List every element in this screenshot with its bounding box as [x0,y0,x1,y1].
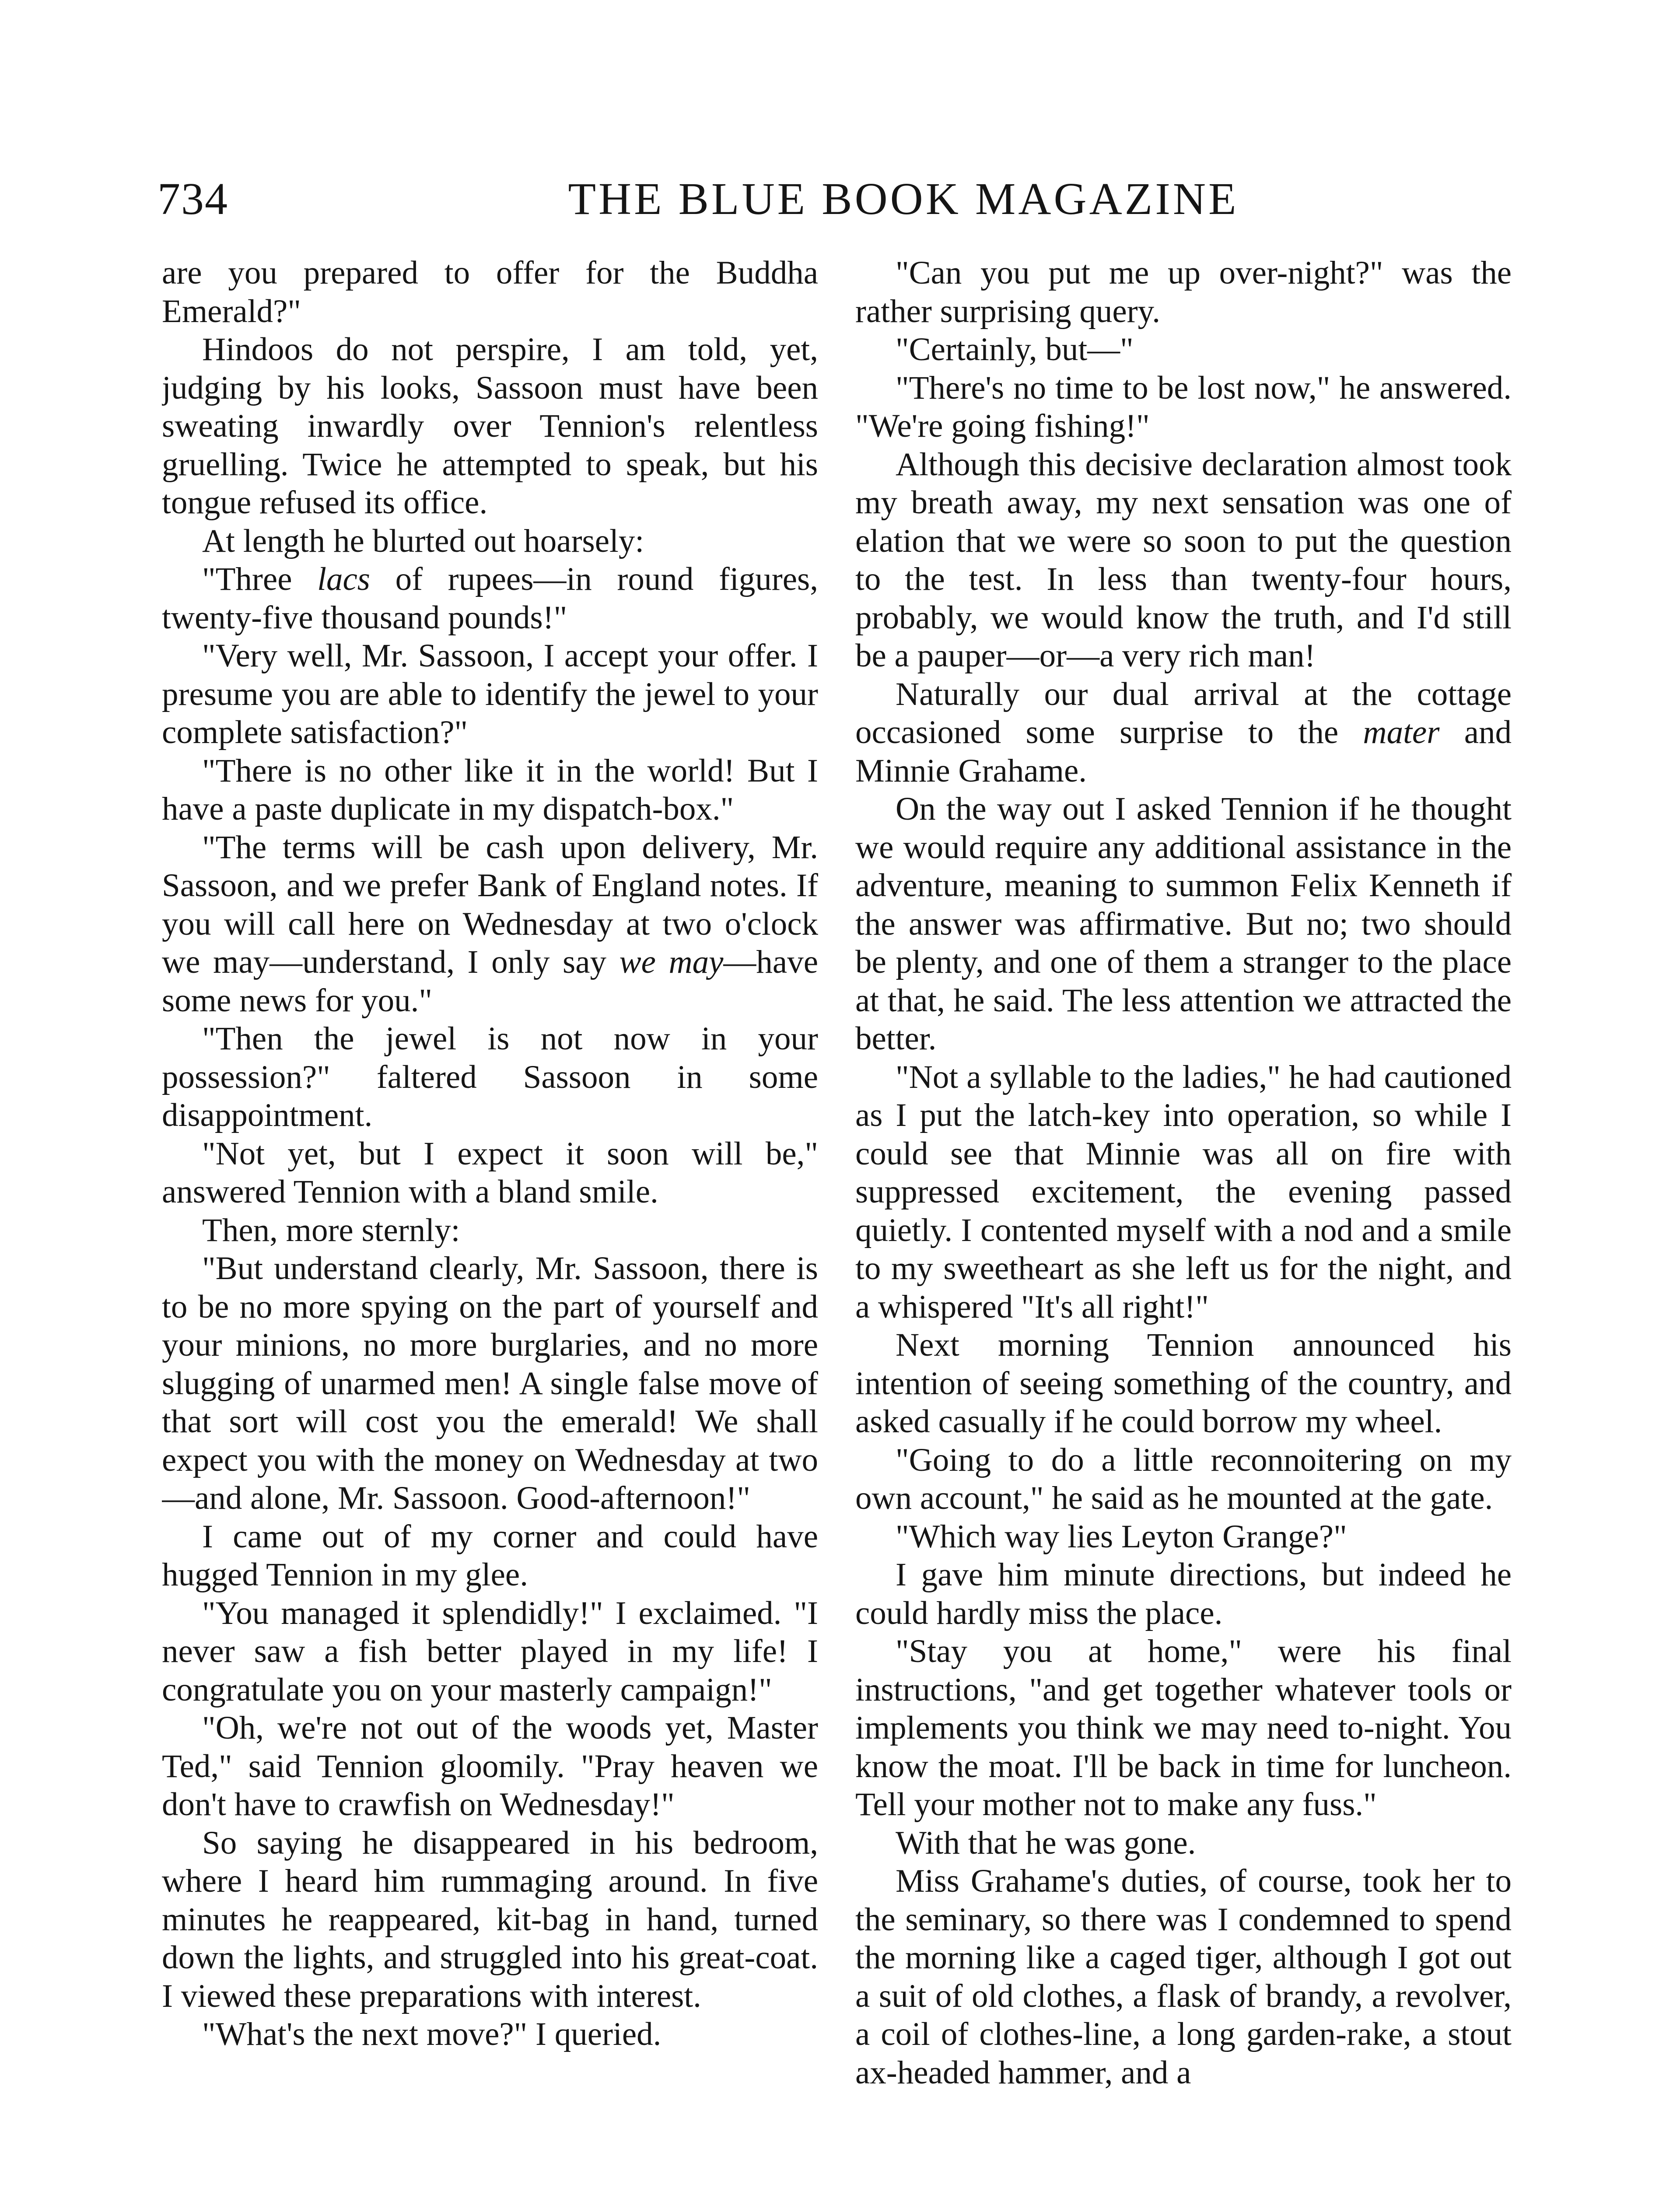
paragraph: "Certainly, but—" [896,331,1134,368]
paragraph: "Which way lies Leyton Grange?" [896,1518,1347,1555]
paragraph: Naturally our dual arrival at the cottage occasioned some surprise to the mater and Minnie Grahame. [855,676,1512,789]
paragraph: Although this decisive declaration almost took my breath away, my next sensation was one of elation that we were so soon to put the question to the test. In less than twenty-four hours, probably, we would know the truth, and I'd still be a pauper—or—a very rich man! [855,446,1512,674]
paragraph: Then, more sternly: [202,1212,460,1248]
paragraph: "Oh, we're not out of the woods yet, Master Ted," said Tennion gloomily. "Pray heaven we don't have to crawfish on Wednesday!" [162,1710,818,1823]
paragraph: "There is no other like it in the world! But I have a paste duplicate in my dispatch-box." [162,752,818,827]
paragraph: I came out of my corner and could have hugged Tennion in my glee. [162,1518,818,1593]
paragraph: are you prepared to offer for the Buddha Emerald?" [162,255,818,330]
running-head: THE BLUE BOOK MAGAZINE [568,174,1239,224]
paragraph: Next morning Tennion announced his intention of seeing something of the country, and asked casually if he could borrow my wheel. [855,1327,1512,1440]
left-column [162,254,818,2188]
paragraph: "Not yet, but I expect it soon will be," answered Tennion with a bland smile. [162,1135,818,1210]
paragraph: "Going to do a little reconnoitering on my own account," he said as he mounted at the gate. [855,1441,1512,1516]
page-number: 734 [158,174,228,224]
paragraph: "Very well, Mr. Sassoon, I accept your offer. I presume you are able to identify the jewel to your complete satisfaction?" [162,638,818,750]
paragraph: "What's the next move?" I queried. [202,2016,662,2052]
paragraph: Hindoos do not perspire, I am told, yet, judging by his looks, Sassoon must have been sweating inwardly over Tennion's relentless gruelling. Twice he attempted to speak, but his tongue refused its office. [162,331,818,521]
paragraph: "But understand clearly, Mr. Sassoon, there is to be no more spying on the part of yourself and your minions, no more burglaries, and no more slugging of unarmed men! A single false move of that sort will cost you the emerald! We shall expect you with the money on Wednesday at two—and alone, Mr. Sassoon. Good-afternoon!" [162,1250,818,1516]
paragraph: "You managed it splendidly!" I exclaimed. "I never saw a fish better played in my life! I congratulate you on your masterly campaign!" [162,1595,818,1708]
paragraph: So saying he disappeared in his bedroom, where I heard him rummaging around. In five minutes he reappeared, kit-bag in hand, turned down the lights, and struggled into his great-coat. I viewed these preparations with interest. [162,1824,818,2014]
page-header [158,168,1518,256]
paragraph: Miss Grahame's duties, of course, took her to the seminary, so there was I condemned to spend the morning like a caged tiger, although I got out a suit of old clothes, a flask of brandy, a revolver, a coil of clothes-line, a long garden-rake, a stout ax-headed hammer, and a [855,1863,1512,2091]
paragraph: I gave him minute directions, but indeed he could hardly miss the place. [855,1557,1512,1631]
paragraph: At length he blurted out hoarsely: [202,522,644,559]
paragraph: "The terms will be cash upon delivery, Mr. Sassoon, and we prefer Bank of England notes. If you will call here on Wednesday at two o'clock we may—understand, I only say we may—have some news for you." [162,829,818,1019]
paragraph: "Stay you at home," were his final instructions, "and get together whatever tools or implements you think we may need to-night. You know the moat. I'll be back in time for luncheon. Tell your mother not to make any fuss." [855,1633,1512,1823]
paragraph: "Three lacs of rupees—in round figures, twenty-five thousand pounds!" [162,561,818,636]
paragraph: "Not a syllable to the ladies," he had cautioned as I put the latch-key into operation, so while I could see that Minnie was all on fire with suppressed excitement, the evening passed quietly. I contented myself with a nod and a smile to my sweetheart as she left us for the night, and a whispered "It's all right!" [855,1059,1512,1325]
paragraph: "Can you put me up over-night?" was the rather surprising query. [855,255,1512,330]
paragraph: "There's no time to be lost now," he answered. "We're going fishing!" [855,369,1512,444]
paragraph: With that he was gone. [896,1824,1196,1861]
italic-text: we may [619,944,724,980]
right-column [855,254,1512,2188]
paragraph: On the way out I asked Tennion if he thought we would require any additional assistance in the adventure, meaning to summon Felix Kenneth if the answer was affirmative. But no; two should be plenty, and one of them a stranger to the place at that, he said. The less attention we attracted the better. [855,791,1512,1057]
italic-text: mater [1363,714,1440,750]
italic-text: lacs [317,561,370,597]
paragraph: "Then the jewel is not now in your possession?" faltered Sassoon in some disappointment. [162,1020,818,1133]
